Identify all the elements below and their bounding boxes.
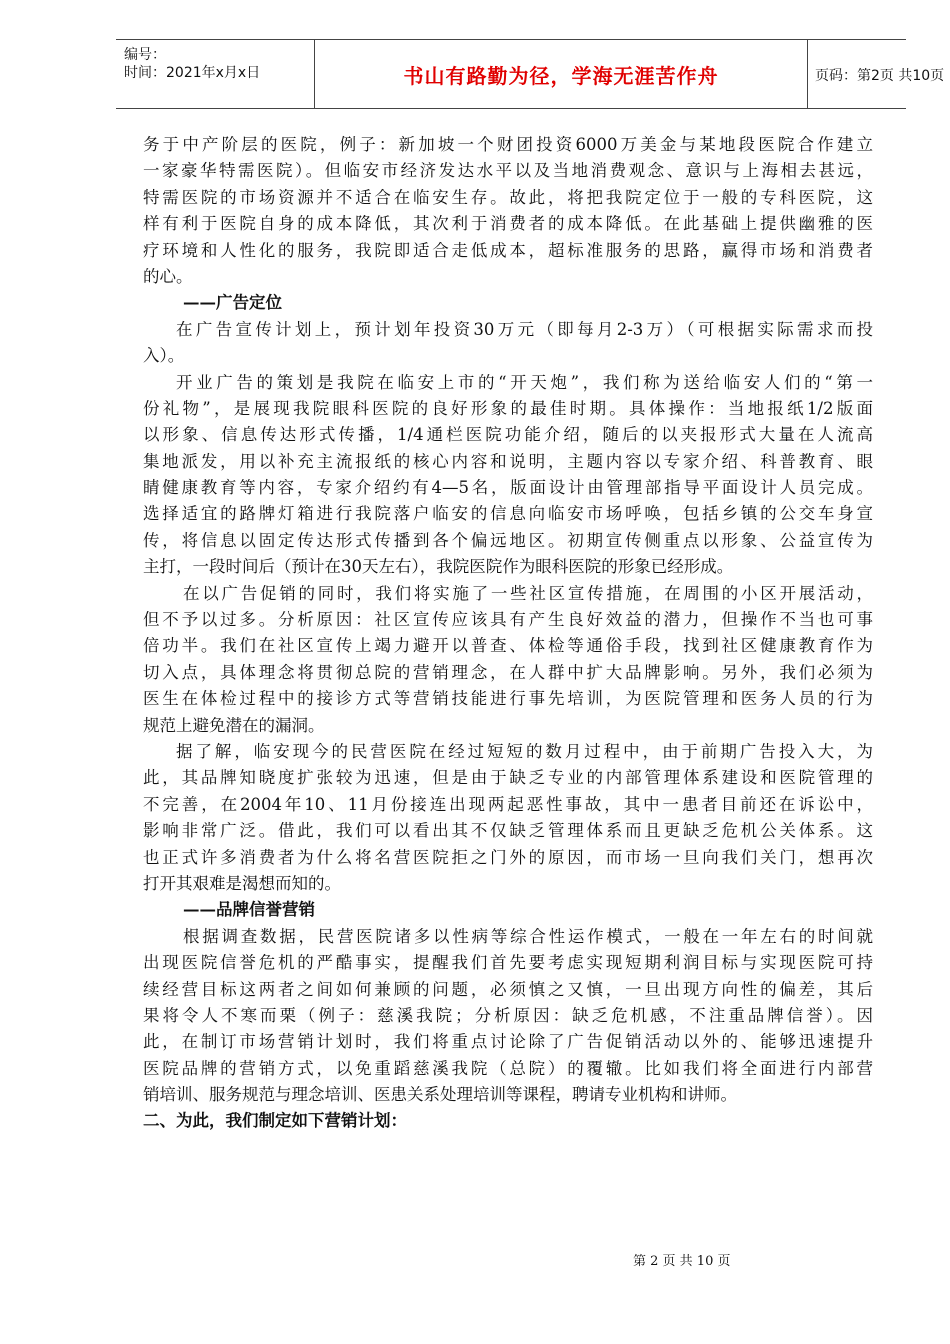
paragraph-line: 此，在制订市场营销计划时，我们将重点讨论除了广告促销活动以外的、能够迅速提升 bbox=[143, 1032, 873, 1052]
paragraph-line: 据了解，临安现今的民营医院在经过短短的数月过程中，由于前期广告投入大，为 bbox=[176, 741, 873, 761]
paragraph-line: 不完善，在2004年10、11月份接连出现两起恶性事故，其中一患者目前还在诉讼中， bbox=[143, 794, 873, 814]
paragraph-line: 务于中产阶层的医院，例子：新加坡一个财团投资6000万美金与某地段医院合作建立 bbox=[143, 135, 873, 154]
section-heading: 二、为此，我们制定如下营销计划： bbox=[143, 1111, 407, 1131]
header-page-number: 页码：第2页 共10页 bbox=[815, 68, 945, 84]
paragraph-line: 开业广告的策划是我院在临安上市的“开天炮”，我们称为送给临安人们的“第一 bbox=[176, 372, 873, 392]
section-heading: ——广告定位 bbox=[183, 293, 282, 313]
document-body bbox=[143, 132, 873, 1135]
paragraph-line: 医院品牌的营销方式，以免重蹈慈溪我院（总院）的覆辙。比如我们将全面进行内部营 bbox=[143, 1058, 873, 1078]
paragraph-line: 份礼物”，是展现我院眼科医院的良好形象的最佳时期。具体操作：当地报纸1/2版面 bbox=[143, 398, 873, 418]
paragraph-line: 入）。 bbox=[143, 346, 185, 366]
section-heading: ——品牌信誉营销 bbox=[183, 900, 315, 920]
paragraph-line: 以形象、信息传达形式传播，1/4通栏医院功能介绍，随后的以夹报形式大量在人流高 bbox=[143, 425, 873, 445]
paragraph-line: 医生在体检过程中的接诊方式等营销技能进行事先培训，为医院管理和医务人员的行为 bbox=[143, 689, 873, 709]
paragraph-line: 特需医院的市场资源并不适合在临安生存。故此，将把我院定位于一般的专科医院，这 bbox=[143, 187, 873, 207]
document-time-label: 时间：2021年x月x日 bbox=[124, 65, 261, 81]
paragraph-line: 销培训、服务规范与理念培训、医患关系处理培训等课程，聘请专业机构和讲师。 bbox=[143, 1085, 737, 1105]
header-motto: 书山有路勤为径，学海无涯苦作舟 bbox=[403, 64, 719, 88]
page-footer: 第 2 页 共 10 页 bbox=[633, 1254, 731, 1269]
paragraph-line: 传，将信息以固定传达形式传播到各个偏远地区。初期宣传侧重点以形象、公益宣传为 bbox=[143, 530, 873, 550]
paragraph-line: 此，其品牌知晓度扩张较为迅速，但是由于缺乏专业的内部管理体系建设和医院管理的 bbox=[143, 768, 873, 788]
paragraph-line: 睛健康教育等内容，专家介绍约有4—5名，版面设计由管理部指导平面设计人员完成。 bbox=[143, 478, 873, 498]
paragraph-line: 选择适宜的路牌灯箱进行我院落户临安的信息向临安市场呼唤，包括乡镇的公交车身宣 bbox=[143, 504, 873, 524]
paragraph-line: 续经营目标这两者之间如何兼顾的问题，必须慎之又慎，一旦出现方向性的偏差，其后 bbox=[143, 979, 873, 999]
paragraph-line: 倍功半。我们在社区宣传上竭力避开以普查、体检等通俗手段，找到社区健康教育作为 bbox=[143, 636, 873, 656]
paragraph-line: 规范上避免潜在的漏洞。 bbox=[143, 715, 325, 735]
header-meta-cell bbox=[116, 40, 314, 108]
paragraph-line: 在广告宣传计划上，预计划年投资30万元（即每月2-3万）（可根据实际需求而投 bbox=[176, 319, 873, 339]
header-page-cell bbox=[807, 40, 945, 108]
paragraph-line: 但不予以过多。分析原因：社区宣传应该具有产生良好效益的潜力，但操作不当也可事 bbox=[143, 610, 873, 630]
paragraph-line: 主打，一段时间后（预计在30天左右），我院医院作为眼科医院的形象已经形成。 bbox=[143, 557, 734, 577]
paragraph-line: 集地派发，用以补充主流报纸的核心内容和说明，主题内容以专家介绍、科普教育、眼 bbox=[143, 451, 873, 471]
paragraph-line: 切入点，具体理念将贯彻总院的营销理念，在人群中扩大品牌影响。另外，我们必须为 bbox=[143, 662, 873, 682]
header-motto-cell bbox=[314, 40, 808, 108]
paragraph-line: 样有利于医院自身的成本降低，其次利于消费者的成本降低。在此基础上提供幽雅的医 bbox=[143, 214, 873, 234]
paragraph-line: 也正式许多消费者为什么将名营医院拒之门外的原因，而市场一旦向我们关门，想再次 bbox=[143, 847, 873, 867]
paragraph-line: 根据调查数据，民营医院诸多以性病等综合性运作模式，一般在一年左右的时间就 bbox=[183, 926, 873, 946]
paragraph-line: 在以广告促销的同时，我们将实施了一些社区宣传措施，在周围的小区开展活动， bbox=[183, 583, 873, 603]
paragraph-line: 影响非常广泛。借此，我们可以看出其不仅缺乏管理体系而且更缺乏危机公关体系。这 bbox=[143, 821, 873, 841]
paragraph-line: 打开其艰难是渴想而知的。 bbox=[143, 873, 341, 893]
paragraph-line: 出现医院信誉危机的严酷事实，提醒我们首先要考虑实现短期利润目标与实现医院可持 bbox=[143, 953, 873, 973]
paragraph-line: 一家豪华特需医院）。但临安市经济发达水平以及当地消费观念、意识与上海相去甚远， bbox=[143, 161, 873, 181]
page-header bbox=[116, 39, 945, 109]
paragraph-line: 的心。 bbox=[143, 266, 193, 286]
document-number-label: 编号： bbox=[124, 47, 166, 63]
paragraph-line: 果将令人不寒而栗（例子：慈溪我院；分析原因：缺乏危机感，不注重品牌信誉）。因 bbox=[143, 1005, 873, 1025]
paragraph-line: 疗环境和人性化的服务，我院即适合走低成本，超标准服务的思路，赢得市场和消费者 bbox=[143, 240, 873, 260]
